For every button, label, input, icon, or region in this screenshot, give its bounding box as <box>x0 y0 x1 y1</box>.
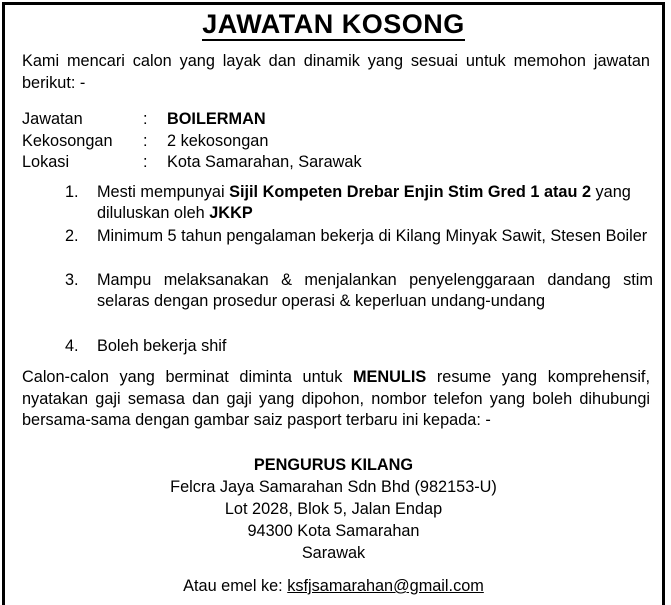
requirement-2 <box>65 226 653 247</box>
requirement-number: 4. <box>65 337 79 355</box>
requirement-number: 2. <box>65 227 79 245</box>
requirement-text: Mampu melaksanakan & menjalankan penyelenggaraan dandang stim selaras dengan prosedur operasi & keperluan undang-undang <box>97 271 653 310</box>
email-link[interactable]: ksfjsamarahan@gmail.com <box>287 577 484 595</box>
field-label: Kekosongan <box>22 131 113 150</box>
ad-title-text: JAWATAN KOSONG <box>202 9 465 39</box>
instructions-text-part: Calon-calon yang berminat diminta untuk <box>22 368 353 386</box>
field-value-location: Kota Samarahan, Sarawak <box>167 153 362 171</box>
requirement-3 <box>65 270 653 311</box>
field-colon: : <box>143 153 148 171</box>
requirement-4 <box>65 336 653 357</box>
ad-title <box>5 9 662 40</box>
address-line-state: Sarawak <box>301 544 366 562</box>
address-line-company: Felcra Jaya Samarahan Sdn Bhd (982153-U) <box>170 478 497 496</box>
field-colon: : <box>143 110 148 128</box>
field-row-lokasi <box>22 152 362 174</box>
address-block <box>5 454 662 564</box>
requirement-text-part: yang diluluskan oleh <box>97 183 631 222</box>
instructions-emphasis: MENULIS <box>352 368 427 386</box>
field-label: Jawatan <box>22 110 83 128</box>
field-label: Lokasi <box>22 153 70 171</box>
field-row-kekosongan <box>22 131 362 153</box>
address-line-street: Lot 2028, Blok 5, Jalan Endap <box>224 500 443 518</box>
address-attention: PENGURUS KILANG <box>253 456 414 474</box>
field-row-jawatan <box>22 109 362 131</box>
requirement-1 <box>65 182 653 223</box>
field-value-position: BOILERMAN <box>167 110 266 128</box>
requirement-text-part: Mesti mempunyai <box>97 183 230 201</box>
authority-name: JKKP <box>209 203 253 222</box>
requirement-text: Boleh bekerja shif <box>97 337 227 355</box>
intro-text: Kami mencari calon yang layak dan dinamik yang sesuai untuk memohon jawatan berikut: - <box>22 52 650 92</box>
requirement-number: 3. <box>65 271 79 289</box>
email-line <box>5 575 662 597</box>
job-advertisement <box>2 2 665 605</box>
application-instructions <box>22 367 650 432</box>
field-colon: : <box>143 131 148 150</box>
instructions-text-part: resume yang komprehensif, nyatakan gaji semasa dan gaji yang dipohon, nombor telefon yang boleh dihubungi bersama-sama dengan gambar saiz pasport terbaru ini kepada: - <box>22 368 650 429</box>
email-prefix: Atau emel ke: <box>183 577 288 595</box>
requirement-number: 1. <box>65 183 79 201</box>
certificate-name: Sijil Kompeten Drebar Enjin Stim Gred 1 atau 2 <box>229 183 592 201</box>
field-value-vacancies: 2 kekosongan <box>167 131 269 150</box>
job-details <box>22 109 362 174</box>
requirement-text: Minimum 5 tahun pengalaman bekerja di Kilang Minyak Sawit, Stesen Boiler <box>97 227 648 245</box>
requirement-text <box>97 182 653 223</box>
address-line-city: 94300 Kota Samarahan <box>247 522 420 540</box>
